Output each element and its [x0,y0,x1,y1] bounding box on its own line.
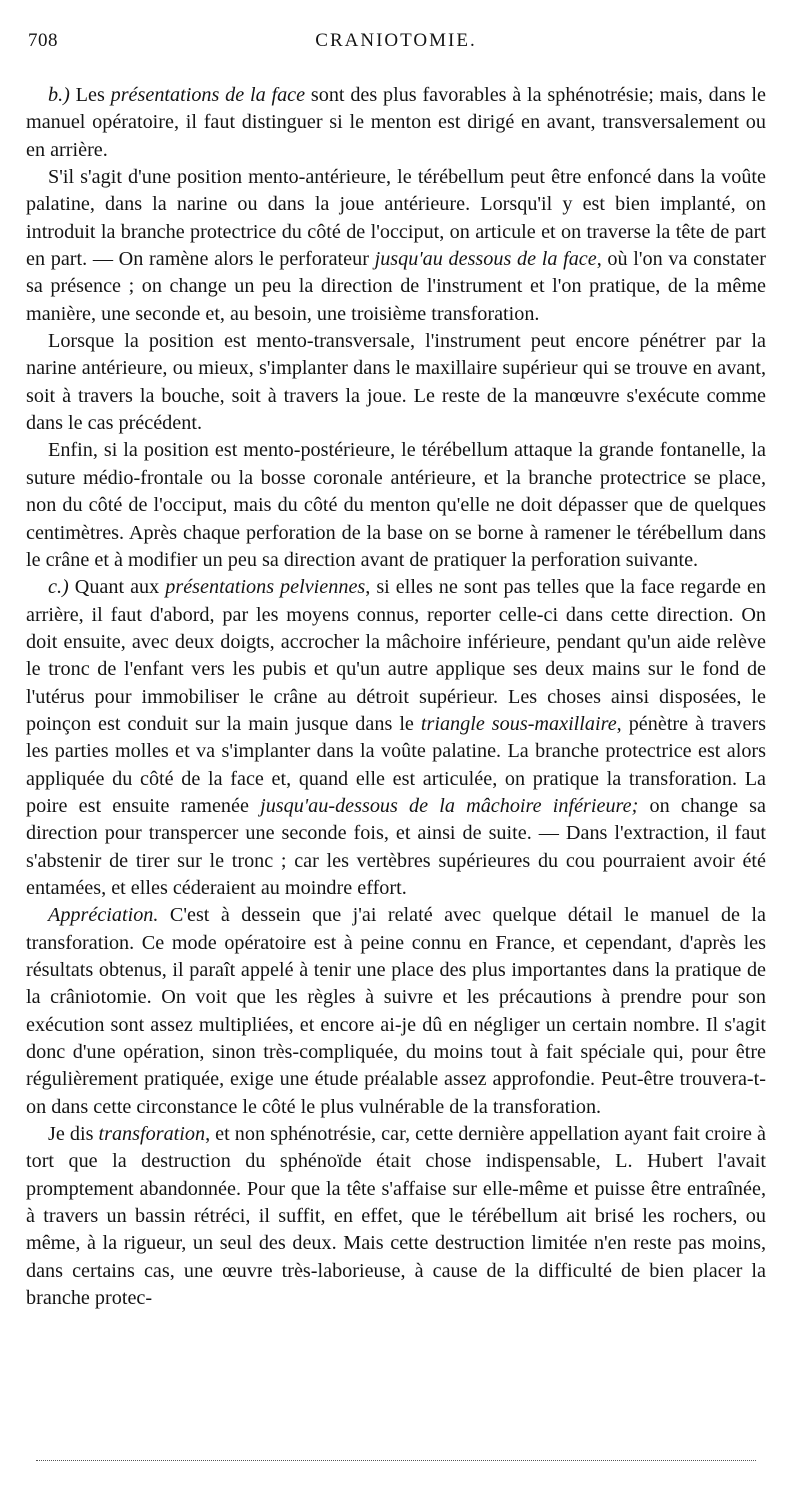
paragraph [26,1121,766,1312]
paragraph-lead: c.) [48,576,69,599]
text-segment: Quant aux [68,576,166,599]
paragraph [26,82,766,164]
page-header [26,18,766,58]
text-segment: sont des plus favorables à la sphénotrésie; mais, dans le manuel opératoire, il faut distinguer si le menton est dirigé en avant, transversalement ou en arrière. [26,84,766,161]
text-segment: , et non sphénotrésie, car, cette dernière appellation ayant fait croire à tort que la destruction du sphénoïde était chose indispensable, L. Hubert l'avait promptement abandonnée. Pour que la tête s'affaise sur elle-même et puisse être entraînée, à travers un bassin rétréci, il suffit, en effet, que le térébellum ait brisé les rochers, ou même, à la rigueur, un seul des deux. Mais cette destruction limitée n'en reste pas moins, dans certains cas, une œuvre très-laborieuse, à cause de la difficulté de bien placer la branche protec- [26,1123,767,1310]
paragraph [26,574,766,902]
italic-segment: jusqu'au dessous de la face [374,248,597,271]
text-segment: Je dis [48,1123,99,1146]
page-number: 708 [28,30,58,51]
text-segment: C'est à dessein que j'ai relaté avec quelque détail le manuel de la transforation. Ce mode opératoire est à peine connu en France, et cependant, d'après les résultats obtenus, il paraît appelé à tenir une place des plus importantes dans la pratique de la crâniotomie. On voit que les règles à suivre et les précautions à prendre pour son exécution sont assez multipliées, et encore ai-je dû en négliger un certain nombre. Il s'agit donc d'une opération, sinon très-compliquée, du moins tout à fait spéciale qui, pour être régulièrement pratiquée, exige une étude préalable assez approfondie. Peut-être trouvera-t-on dans cette circonstance le côté le plus vulnérable de la transforation. [26,904,766,1118]
paragraph [26,328,766,437]
italic-segment: jusqu'au-dessous de la mâchoire inférieure; [260,794,639,817]
text-segment: Lorsque la position est mento-transversale, l'instrument peut encore pénétrer par la narine antérieure, ou mieux, s'implanter dans le maxillaire supérieur qui se trouve en avant, soit à travers la bouche, soit à travers la joue. Le reste de la manœuvre s'exécute comme dans le cas précédent. [26,330,766,435]
paragraph [26,902,766,1121]
italic-segment: triangle sous-maxillaire [420,712,617,735]
italic-segment: transforation [98,1123,206,1146]
text-segment: Enfin, si la position est mento-postérieure, le térébellum attaque la grande fontanelle, la suture médio-frontale ou la bosse coronale antérieure, et la branche protectrice se place, non du côté de l'occiput, mais du côté du menton qu'elle ne doit dépasser que de quelques centimètres. Après chaque perforation de la base on se borne à ramener le térébellum dans le crâne et à modifier un peu sa direction avant de pratiquer la perforation suivante. [26,439,766,571]
book-page [26,18,766,1312]
italic-segment: Appréciation. [48,904,159,927]
italic-segment: présentations pelviennes [165,576,366,599]
paragraph [26,437,766,574]
italic-segment: présentations de la face [110,84,306,106]
running-title: CRANIOTOMIE. [315,30,477,51]
body-text [26,82,766,1312]
paragraph [26,164,766,328]
text-segment: , où l'on va constater sa présence ; on change un peu la direction de l'instrument et l'on pratique, de la même manière, une seconde et, au besoin, une troisième transforation. [26,248,766,325]
text-segment: , pénètre à travers les parties molles et va s'implanter dans la voûte palatine. La branche protectrice est alors appliquée du côté de la face et, quand elle est articulée, on pratique la transforation. La poire est ensuite ramenée [26,712,766,817]
text-segment: Les [69,84,111,106]
text-segment: S'il s'agit d'une position mento-antérieure, le térébellum peut être enfoncé dans la voûte palatine, dans la narine ou dans la joue antérieure. Lorsqu'il y est bien implanté, on introduit la branche protectrice du côté de l'occiput, on articule et on traverse la tête de part en part. — On ramène alors le perforateur [26,166,766,271]
text-segment: on change sa direction pour transpercer une seconde fois, et ainsi de suite. — Dans l'extraction, il faut s'abstenir de tirer sur le tronc ; car les vertèbres supérieures du cou pourraient avoir été entamées, et elles céderaient au moindre effort. [26,794,767,899]
paragraph-lead: b.) [48,84,70,106]
text-segment: , si elles ne sont pas telles que la face regarde en arrière, il faut d'abord, par les moyens connus, reporter celle-ci dans cette direction. On doit ensuite, avec deux doigts, accrocher la mâchoire inférieure, pendant qu'un aide relève le tronc de l'enfant vers les pubis et qu'un autre applique ses deux mains sur le fond de l'utérus pour immobiliser le crâne au détroit supérieur. Les choses ainsi disposées, le poinçon est conduit sur la main jusque dans le [26,576,767,735]
bottom-rule [36,1460,756,1461]
